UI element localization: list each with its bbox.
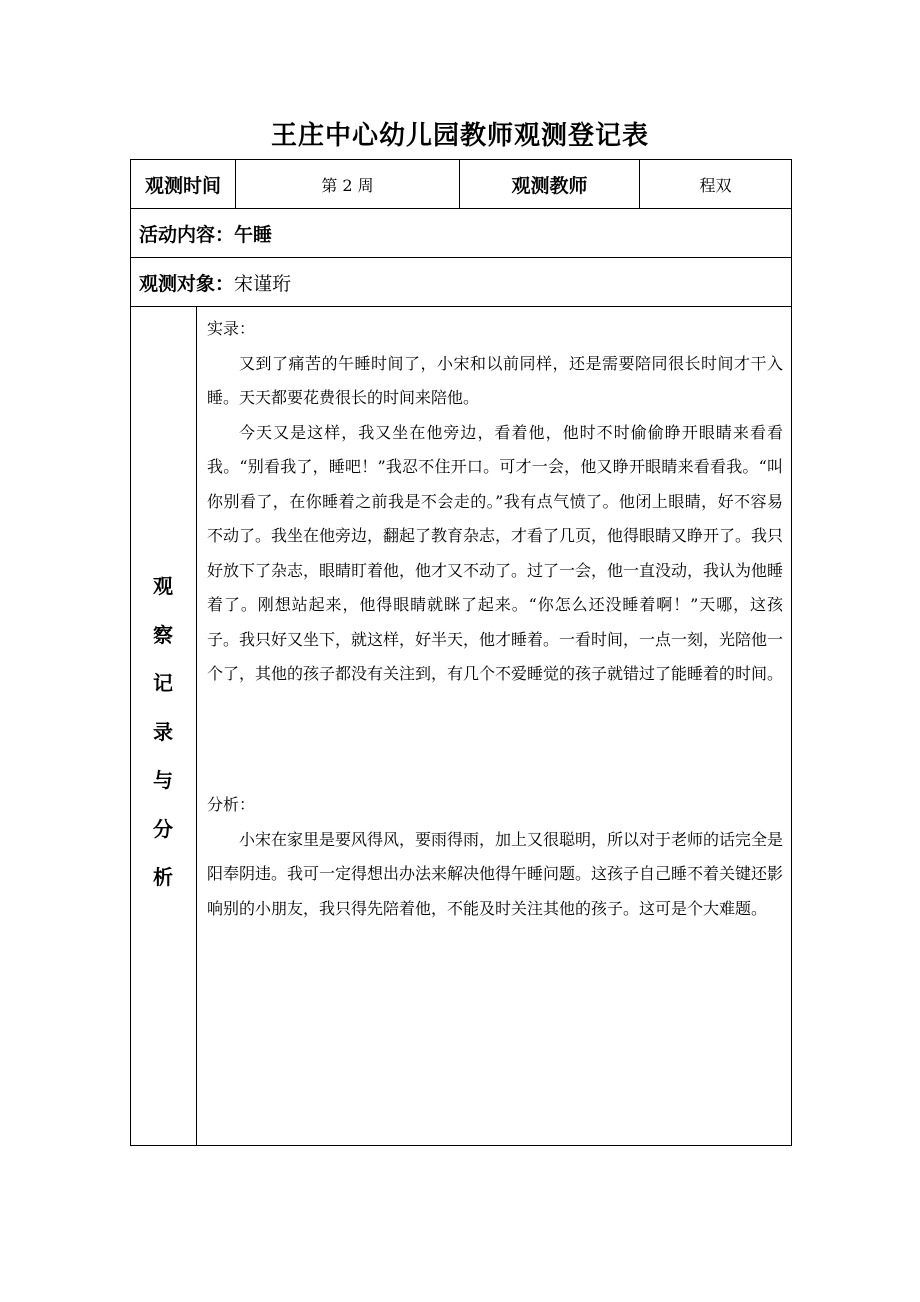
subject-value: 宋谨珩 [234,272,292,295]
analysis-heading: 分析： [207,795,256,814]
record-analysis-cell [197,307,791,1145]
teacher-value: 程双 [699,175,732,195]
record-paragraph: 今天又是这样，我又坐在他旁边，看着他，他时不时偷偷睁开眼睛来看看我。“别看我了，睡吧！”我忍不住开口。可才一会，他又睁开眼睛来看看我。“叫你别看了，在你睡着之前我是不会走的。”我有点气愤了。他闭上眼睛，好不容易不动了。我坐在他旁边，翻起了教育杂志，才看了几页，他得眼睛又睁开了。我只好放下了杂志，眼睛盯着他，他才又不动了。过了一会，他一直没动，我认为他睡着了。刚想站起来，他得眼睛就眯了起来。“你怎么还没睡着啊！”天哪，这孩子。我只好又坐下，就这样，好半天，他才睡着。一看时间，一点一刻，光陪他一个了，其他的孩子都没有关注到，有几个不爱睡觉的孩子就错过了能睡着的时间。 [207,422,784,683]
activity-cell [139,209,272,257]
record-heading: 实录： [207,319,256,338]
section-label-cell [131,307,197,1145]
header-row [131,160,791,209]
subject-cell [139,258,291,306]
section-char: 与 [153,768,173,792]
activity-label: 活动内容： [139,223,235,246]
section-char: 析 [153,865,173,889]
activity-row [131,209,791,258]
page-title: 王庄中心幼儿园教师观测登记表 [270,121,649,151]
section-label [131,562,195,902]
observation-table [130,159,792,1146]
record-paragraph: 又到了痛苦的午睡时间了，小宋和以前同样，还是需要陪同很长时间才干入睡。天天都要花费很长的时间来陪他。 [207,353,783,407]
time-value-cell [236,160,460,208]
record-block [207,312,783,692]
section-char: 观 [153,574,173,598]
section-char: 记 [153,671,173,695]
teacher-label-cell [460,160,640,208]
section-char: 录 [153,719,173,744]
teacher-value-cell [640,160,791,208]
section-char: 分 [153,816,173,841]
subject-row [131,258,791,307]
time-label: 观测时间 [144,174,221,197]
analysis-block [207,788,783,926]
subject-label: 观测对象： [139,272,235,295]
activity-value: 午睡 [234,223,273,246]
time-value: 第 2 周 [321,175,374,195]
section-char: 察 [153,622,173,647]
analysis-paragraph: 小宋在家里是要风得风，要雨得雨，加上又很聪明，所以对于老师的话完全是阳奉阴违。我可一定得想出办法来解决他得午睡问题。这孩子自己睡不着关键还影响别的小朋友，我只得先陪着他，不能及时关注其他的孩子。这可是个大难题。 [207,829,784,918]
teacher-label: 观测教师 [511,174,588,197]
time-label-cell [131,160,236,208]
